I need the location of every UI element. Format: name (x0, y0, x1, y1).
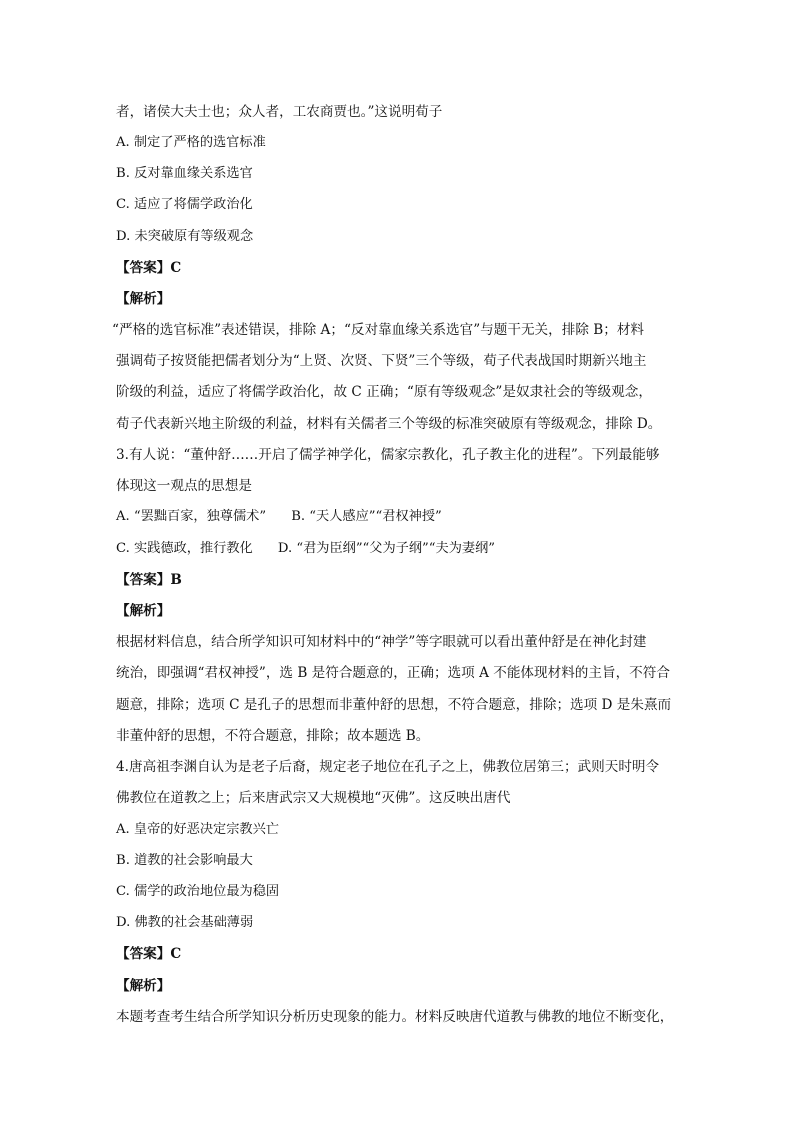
question-3-stem-line-2: 体现这一观点的思想是 (116, 478, 252, 494)
q2-analysis-line-2: 强调荀子按贤能把儒者划分为“上贤、次贤、下贤”三个等级，荀子代表战国时期新兴地主 (116, 353, 647, 369)
q4-option-d: D. 佛教的社会基础薄弱 (116, 915, 254, 930)
q3-analysis-line-2: 统治，即强调“君权神授”，选 B 是符合题意的，正确；选项 A 不能体现材料的主旨，不符合 (116, 665, 670, 681)
q4-analysis-heading: 【解析】 (116, 978, 171, 994)
q3-analysis-line-4: 非董仲舒的思想，不符合题意，排除；故本题选 B。 (116, 728, 430, 744)
q2-option-d: D. 未突破原有等级观念 (116, 229, 254, 244)
q4-option-c: C. 儒学的政治地位最为稳固 (116, 884, 280, 899)
question-3-stem-line-1: 3.有人说：“董仲舒……开启了儒学神学化，儒家宗教化，孔子教主化的进程”。下列最能够 (116, 447, 660, 463)
q3-answer: 【答案】B (116, 572, 182, 588)
q2-option-c: C. 适应了将儒学政治化 (116, 197, 253, 212)
q3-analysis-heading: 【解析】 (116, 603, 171, 619)
question-4-stem-line-1: 4.唐高祖李渊自认为是老子后裔，规定老子地位在孔子之上，佛教位居第三；武则天时明令 (116, 759, 660, 775)
q4-answer: 【答案】C (116, 946, 182, 962)
q4-analysis-line-1: 本题考查考生结合所学知识分析历史现象的能力。材料反映唐代道教与佛教的地位不断变化， (116, 1009, 674, 1025)
q4-option-b: B. 道教的社会影响最大 (116, 853, 253, 868)
q2-option-b: B. 反对靠血缘关系选官 (116, 166, 253, 181)
q3-options-ab: A. “罢黜百家，独尊儒术” B. “天人感应”“君权神授” (116, 509, 442, 524)
q2-analysis-heading: 【解析】 (116, 291, 171, 307)
q4-option-a: A. 皇帝的好恶决定宗教兴亡 (116, 822, 279, 837)
q2-analysis-line-3: 阶级的利益，适应了将儒学政治化，故 C 正确；“原有等级观念”是奴隶社会的等级观念， (116, 384, 652, 400)
q2-answer: 【答案】C (116, 260, 182, 276)
q3-analysis-line-1: 根据材料信息，结合所学知识可知材料中的“神学”等字眼就可以看出董仲舒是在神化封建 (116, 634, 647, 650)
q3-options-cd: C. 实践德政，推行教化 D. “君为臣纲”“父为子纲”“夫为妻纲” (116, 541, 496, 556)
q2-analysis-line-1: “严格的选官标准”表述错误，排除 A；“反对靠血缘关系选官”与题干无关，排除 B；材料 (112, 322, 645, 338)
question-4-stem-line-2: 佛教位在道教之上；后来唐武宗又大规模地“灭佛”。这反映出唐代 (116, 790, 511, 806)
q3-analysis-line-3: 题意，排除；选项 C 是孔子的思想而非董仲舒的思想，不符合题意，排除；选项 D 是朱熹而 (116, 697, 672, 713)
q2-option-a: A. 制定了严格的选官标准 (116, 135, 266, 150)
q2-analysis-line-4: 荀子代表新兴地主阶级的利益，材料有关儒者三个等级的标准突破原有等级观念，排除 D。 (116, 416, 662, 432)
question-2-stem-end: 者，诸侯大夫士也；众人者，工农商贾也。”这说明荀子 (116, 104, 443, 120)
